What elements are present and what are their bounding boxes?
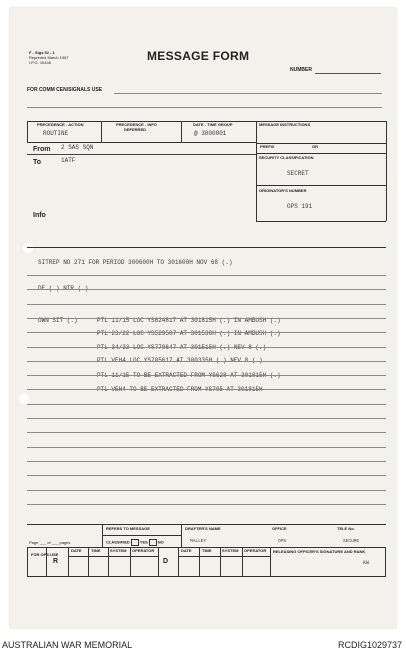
originator-number-label: ORIGINATOR'S NUMBER [259,188,307,193]
col-date: DATE [181,548,192,553]
patrol-line: PTL 11/15 TO BE EXTRACTED FROM YS628 AT 301815H (.) [97,372,281,379]
to-value: 1ATF [61,157,76,164]
dtg-value: @ 3000001 [194,130,227,137]
grid-line [130,547,131,577]
grid-line [158,547,159,577]
grid-line [68,547,69,577]
releasing-officer-value: KW [363,560,370,566]
grid-line [178,556,270,557]
office-label: OFFICE [272,526,287,531]
precedence-info-label: PRECEDENCE - INFO [116,122,157,127]
patrol-line: PTL 23/22 LOC YS529507 AT 301530H (.) IN AMBUSH (.) [97,330,281,337]
grid-line [242,547,243,577]
body-rule-line [27,389,386,390]
col-operator: OPERATOR [244,548,267,553]
body-rule-line [27,332,386,333]
to-label: To [33,159,42,166]
patrol-line: PTL 34/33 LOC YS770647 AT 301515H (.) NEV 8 (.) [97,344,267,351]
rule [27,107,382,108]
number-field[interactable] [315,73,381,74]
releasing-officer-label: RELEASING OFFICER'S SIGNATURE AND RANK [273,549,366,554]
col-time: TIME [202,548,212,553]
grid-line [256,185,386,186]
body-top-rule [27,247,386,248]
patrol-line: PTL VEH4 LOC YS705617 AT 300335H (.) NEV 8 (.) [97,357,263,364]
grid-line [181,121,182,142]
body-rule-line [27,432,386,433]
body-rule-line [27,275,386,276]
grid-line [27,121,28,142]
col-operator: OPERATOR [132,548,155,553]
grid-line [68,556,158,557]
grid-line [220,547,221,577]
body-rule-line [27,375,386,376]
grid-line [256,221,386,222]
office-value: OPS [278,539,287,544]
form-title: MESSAGE FORM [147,49,250,63]
form-code: F - Sigs 52 - 1 [29,50,55,55]
message-instructions-label: MESSAGE INSTRUCTIONS [259,122,311,127]
drafter-name-label: DRAFTER'S NAME [185,526,221,531]
classified-label: CLASSIFIED YES NO [106,539,164,545]
originator-number-value: OPS 191 [287,203,313,210]
comm-cen-field[interactable] [114,93,382,94]
body-rule-line [27,504,386,505]
from-label: From [33,146,51,153]
footer-credit: AUSTRALIAN WAR MEMORIAL [2,640,133,650]
message-line: SITREP NO 271 FOR PERIOD 300600H TO 301600H NOV 68 (.) [38,259,233,266]
d-label: D [163,558,169,565]
body-rule-line [27,461,386,462]
precedence-action-label: PRECEDENCE - ACTION [37,122,84,127]
body-rule-line [27,404,386,405]
gr-label: GR [312,144,318,149]
grid-line [199,547,200,577]
refers-to-message-label: REFERS TO MESSAGE [106,526,150,531]
body-rule-line [27,475,386,476]
number-label: NUMBER [290,67,312,73]
grid-line [270,547,271,577]
info-label: Info [33,212,46,219]
body-rule-line [27,418,386,419]
classified-yes-checkbox[interactable] [131,539,139,546]
grid-line [256,153,386,154]
col-date: DATE [71,548,82,553]
security-classification-label: SECURITY CLASSIFICATION [259,155,314,160]
message-line: DE (.) NTR (.) [38,285,89,292]
grid-line [101,121,102,142]
col-time: TIME [91,548,101,553]
body-rule-line [27,289,386,290]
punch-hole [23,243,33,253]
grid-line [386,121,387,221]
grid-line [178,547,179,577]
bottom-top-rule [27,524,386,525]
body-rule-line [27,361,386,362]
form-ipg: I.P.G. 10446 [29,60,51,65]
grid-line [108,547,109,577]
punch-hole [19,394,29,404]
security-classification-value: SECRET [287,170,309,177]
grid-line [256,121,257,221]
message-form-page [10,8,396,628]
grid-line [181,524,182,547]
drafter-name-value: MALLEY [190,539,207,544]
grid-line [256,143,386,144]
dtg-label: DATE - TIME GROUP [193,122,233,127]
patrol-line: PTL 11/15 LOC YS624817 AT 301815H (.) IN AMBUSH (.) [97,317,281,324]
grid-line [102,535,181,536]
form-reprint: Reprinted March 1967 [29,55,69,60]
body-rule-line [27,304,386,305]
body-rule-line [27,447,386,448]
precedence-deferred-label: DEFERRED [124,127,147,132]
header-row-rule [27,142,257,143]
classified-no-checkbox[interactable] [149,539,157,546]
grid-line [88,547,89,577]
comm-cen-label: FOR COMM CEN/SIGNALS USE [27,87,103,93]
footer-record-id: RCDIG1029737 [337,640,402,650]
col-system: SYSTEM [222,548,239,553]
body-rule-line [27,490,386,491]
for-ops-use-label: FOR OPS USE [31,552,59,557]
page-of-pages: Page ___ of ___ pages [29,540,71,545]
r-label: R [53,558,59,565]
tele-label: TELE No. [337,526,355,531]
tele-value: SECURE [343,539,360,544]
prefix-label: PREFIX [260,144,275,149]
body-rule-line [27,347,386,348]
col-system: SYSTEM [110,548,127,553]
from-value: 2 SAS SQN [61,144,94,151]
message-line: OWN SIT (.) [38,317,78,324]
rule [27,154,256,155]
body-rule-line [27,318,386,319]
patrol-line: PTL VEH4 TO BE EXTRACTED FROM YS705 AT 301815H [97,386,263,393]
precedence-action-value: ROUTINE [43,130,69,137]
